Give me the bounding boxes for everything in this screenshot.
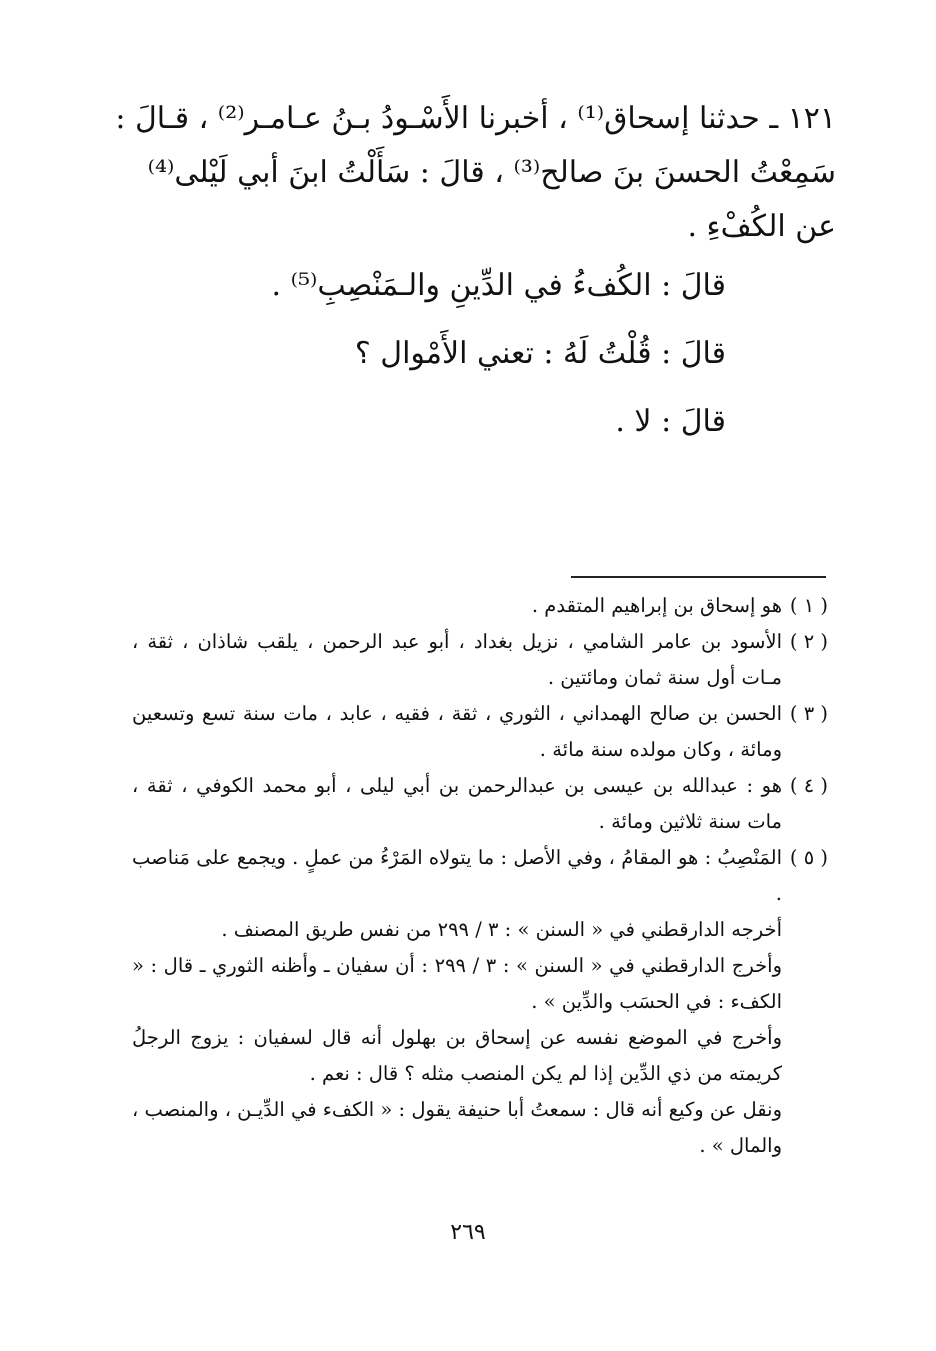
hadith-line-3: عن الكُفْءِ . bbox=[687, 209, 836, 244]
hadith-chain-start: حدثنا إسحاق⁽¹⁾ ، أخبرنا الأَسْـودُ بـنُ عـامـر⁽²⁾ ، قـالَ : bbox=[115, 101, 760, 136]
page-number: ٢٦٩ bbox=[450, 1220, 486, 1245]
hadith-line-1 bbox=[115, 92, 836, 146]
footnote-5-source-4: ونقل عن وكيع أنه قال : سمعتُ أبا حنيفة يقول : « الكفء في الدِّيـن ، والمنصب ، والمال » . bbox=[132, 1098, 782, 1157]
footnote-5 bbox=[132, 840, 828, 1164]
hadith-text bbox=[115, 92, 836, 254]
hadith-number: ١٢١ ـ bbox=[769, 101, 836, 136]
footnotes bbox=[132, 588, 828, 1164]
footnote-5-source-2: وأخرج الدارقطني في « السنن » : ٣ / ٢٩٩ : أن سفيان ـ وأظنه الثوري ـ قال : « الكفء : في الحسَب والدِّين » . bbox=[132, 954, 782, 1013]
footnote-text: الأسود بن عامر الشامي ، نزيل بغداد ، أبو عبد الرحمن ، يلقب شاذان ، ثقة ، مـات أول سنة ثمان ومائتين . bbox=[132, 630, 782, 689]
answer-line-3: قالَ : لا . bbox=[615, 404, 726, 439]
footnote-number: ( ٥ ) bbox=[789, 846, 828, 869]
footnote-3 bbox=[132, 696, 828, 768]
answer-line-1: قالَ : الكُفءُ في الدِّينِ والـمَنْصِبِ⁽⁵⁾ . bbox=[271, 268, 726, 303]
footnote-text: الحسن بن صالح الهمداني ، الثوري ، ثقة ، فقيه ، عابد ، مات سنة تسع وتسعين ومائة ، وكان مولده سنة مائة . bbox=[132, 702, 782, 761]
footnote-5-source-1: أخرجه الدارقطني في « السنن » : ٣ / ٢٩٩ من نفس طريق المصنف . bbox=[221, 918, 782, 941]
footnote-text: هو : عبدالله بن عيسى بن عبدالرحمن بن أبي ليلى ، أبو محمد الكوفي ، ثقة ، مات سنة ثلاثين ومائة . bbox=[132, 774, 782, 833]
footnote-1 bbox=[132, 588, 828, 624]
footnote-number: ( ٢ ) bbox=[789, 630, 828, 653]
footnote-separator bbox=[571, 576, 826, 578]
hadith-line-2: سَمِعْتُ الحسنَ بنَ صالح⁽³⁾ ، قالَ : سَأَلْتُ ابنَ أبي لَيْلى⁽⁴⁾ bbox=[147, 155, 836, 190]
answer-line-2: قالَ : قُلْتُ لَهُ : تعني الأَمْوال ؟ bbox=[354, 336, 726, 371]
footnote-number: ( ٣ ) bbox=[789, 702, 828, 725]
footnote-number: ( ١ ) bbox=[789, 594, 828, 617]
footnote-4 bbox=[132, 768, 828, 840]
footnote-number: ( ٤ ) bbox=[789, 774, 828, 797]
footnote-text: المَنْصِبُ : هو المقامُ ، وفي الأصل : ما يتولاه المَرْءُ من عملٍ . ويجمع على مَناصب . bbox=[132, 846, 782, 905]
footnote-text: هو إسحاق بن إبراهيم المتقدم . bbox=[531, 594, 782, 617]
footnote-5-source-3: وأخرج في الموضع نفسه عن إسحاق بن بهلول أنه قال لسفيان : يزوج الرجلُ كريمته من ذي الدِّين إذا لم يكن المنصب مثله ؟ قال : نعم . bbox=[132, 1026, 782, 1085]
footnote-2 bbox=[132, 624, 828, 696]
